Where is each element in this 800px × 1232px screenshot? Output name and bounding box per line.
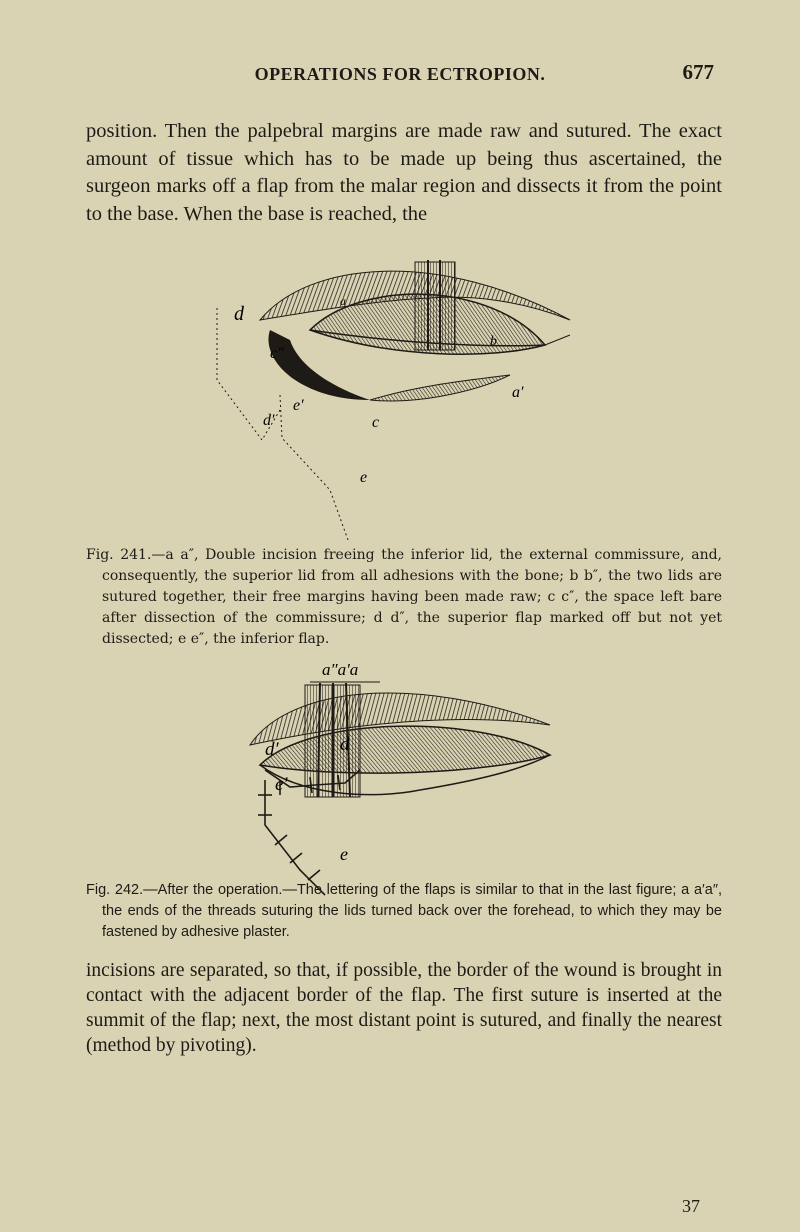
inferior-flap-line	[280, 395, 348, 540]
label-e1: e′	[275, 774, 288, 795]
label-c2: c″	[270, 345, 284, 362]
caption-fig-241-text: —a a″, Double incision freeing the inferior lid, the external commissure, and, consequently, the superior lid from all adhesions with the bone; b b″, the two lids are sutured together, their free margins having been made raw; c c″, the space left bare after dissection of the commissure; d d″, the superior flap marked off but not yet dissected; e e″, the inferior flap.	[102, 547, 722, 647]
label-e1: e′	[293, 397, 304, 414]
label-b: b	[490, 334, 497, 349]
label-d1: d′	[265, 739, 279, 760]
label-a: a	[340, 294, 346, 308]
paragraph-bottom: incisions are separated, so that, if possible, the border of the wound is brought in contact with the adjacent border of the flap. The first suture is inserted at the summit of the flap; next, the most distant point is sutured, and finally the nearest (method by pivoting).	[86, 960, 722, 1056]
label-top: a″a′a	[322, 660, 359, 679]
label-e: e	[340, 844, 348, 864]
page-header	[0, 60, 800, 88]
figure-241	[190, 250, 610, 540]
caption-fig-242-text: —After the operation.—The lettering of the flaps is similar to that in the last figure; a a′a″, the ends of the threads suturing the lids turned back over the forehead, to which they may be fastened by adhesive plaster.	[102, 882, 722, 940]
caption-fig-242	[86, 880, 722, 943]
caption-fig-241-label: Fig. 241.	[86, 547, 152, 563]
page-number: 677	[682, 60, 714, 84]
label-e: e	[360, 469, 368, 486]
running-title: OPERATIONS FOR ECTROPION.	[254, 64, 546, 84]
caption-fig-241	[86, 545, 722, 650]
label-d1: d′	[263, 412, 275, 429]
signature-mark: 37	[682, 1196, 700, 1216]
label-c: c	[372, 414, 380, 431]
label-d: d	[340, 734, 350, 755]
label-d: d	[234, 303, 244, 325]
caption-fig-242-label: Fig. 242.	[86, 882, 144, 898]
figure-241-illustration	[190, 250, 610, 540]
figure-242-illustration	[220, 655, 600, 900]
figure-242	[220, 655, 600, 900]
paragraph-top: position. Then the palpebral margins are made raw and sutured. The exact amount of tissue which has to be made up being thus ascertained, the surgeon marks off a flap from the malar region and dissects it from the point to the base. When the base is reached, the	[86, 120, 722, 225]
label-a1: a′	[512, 384, 524, 401]
